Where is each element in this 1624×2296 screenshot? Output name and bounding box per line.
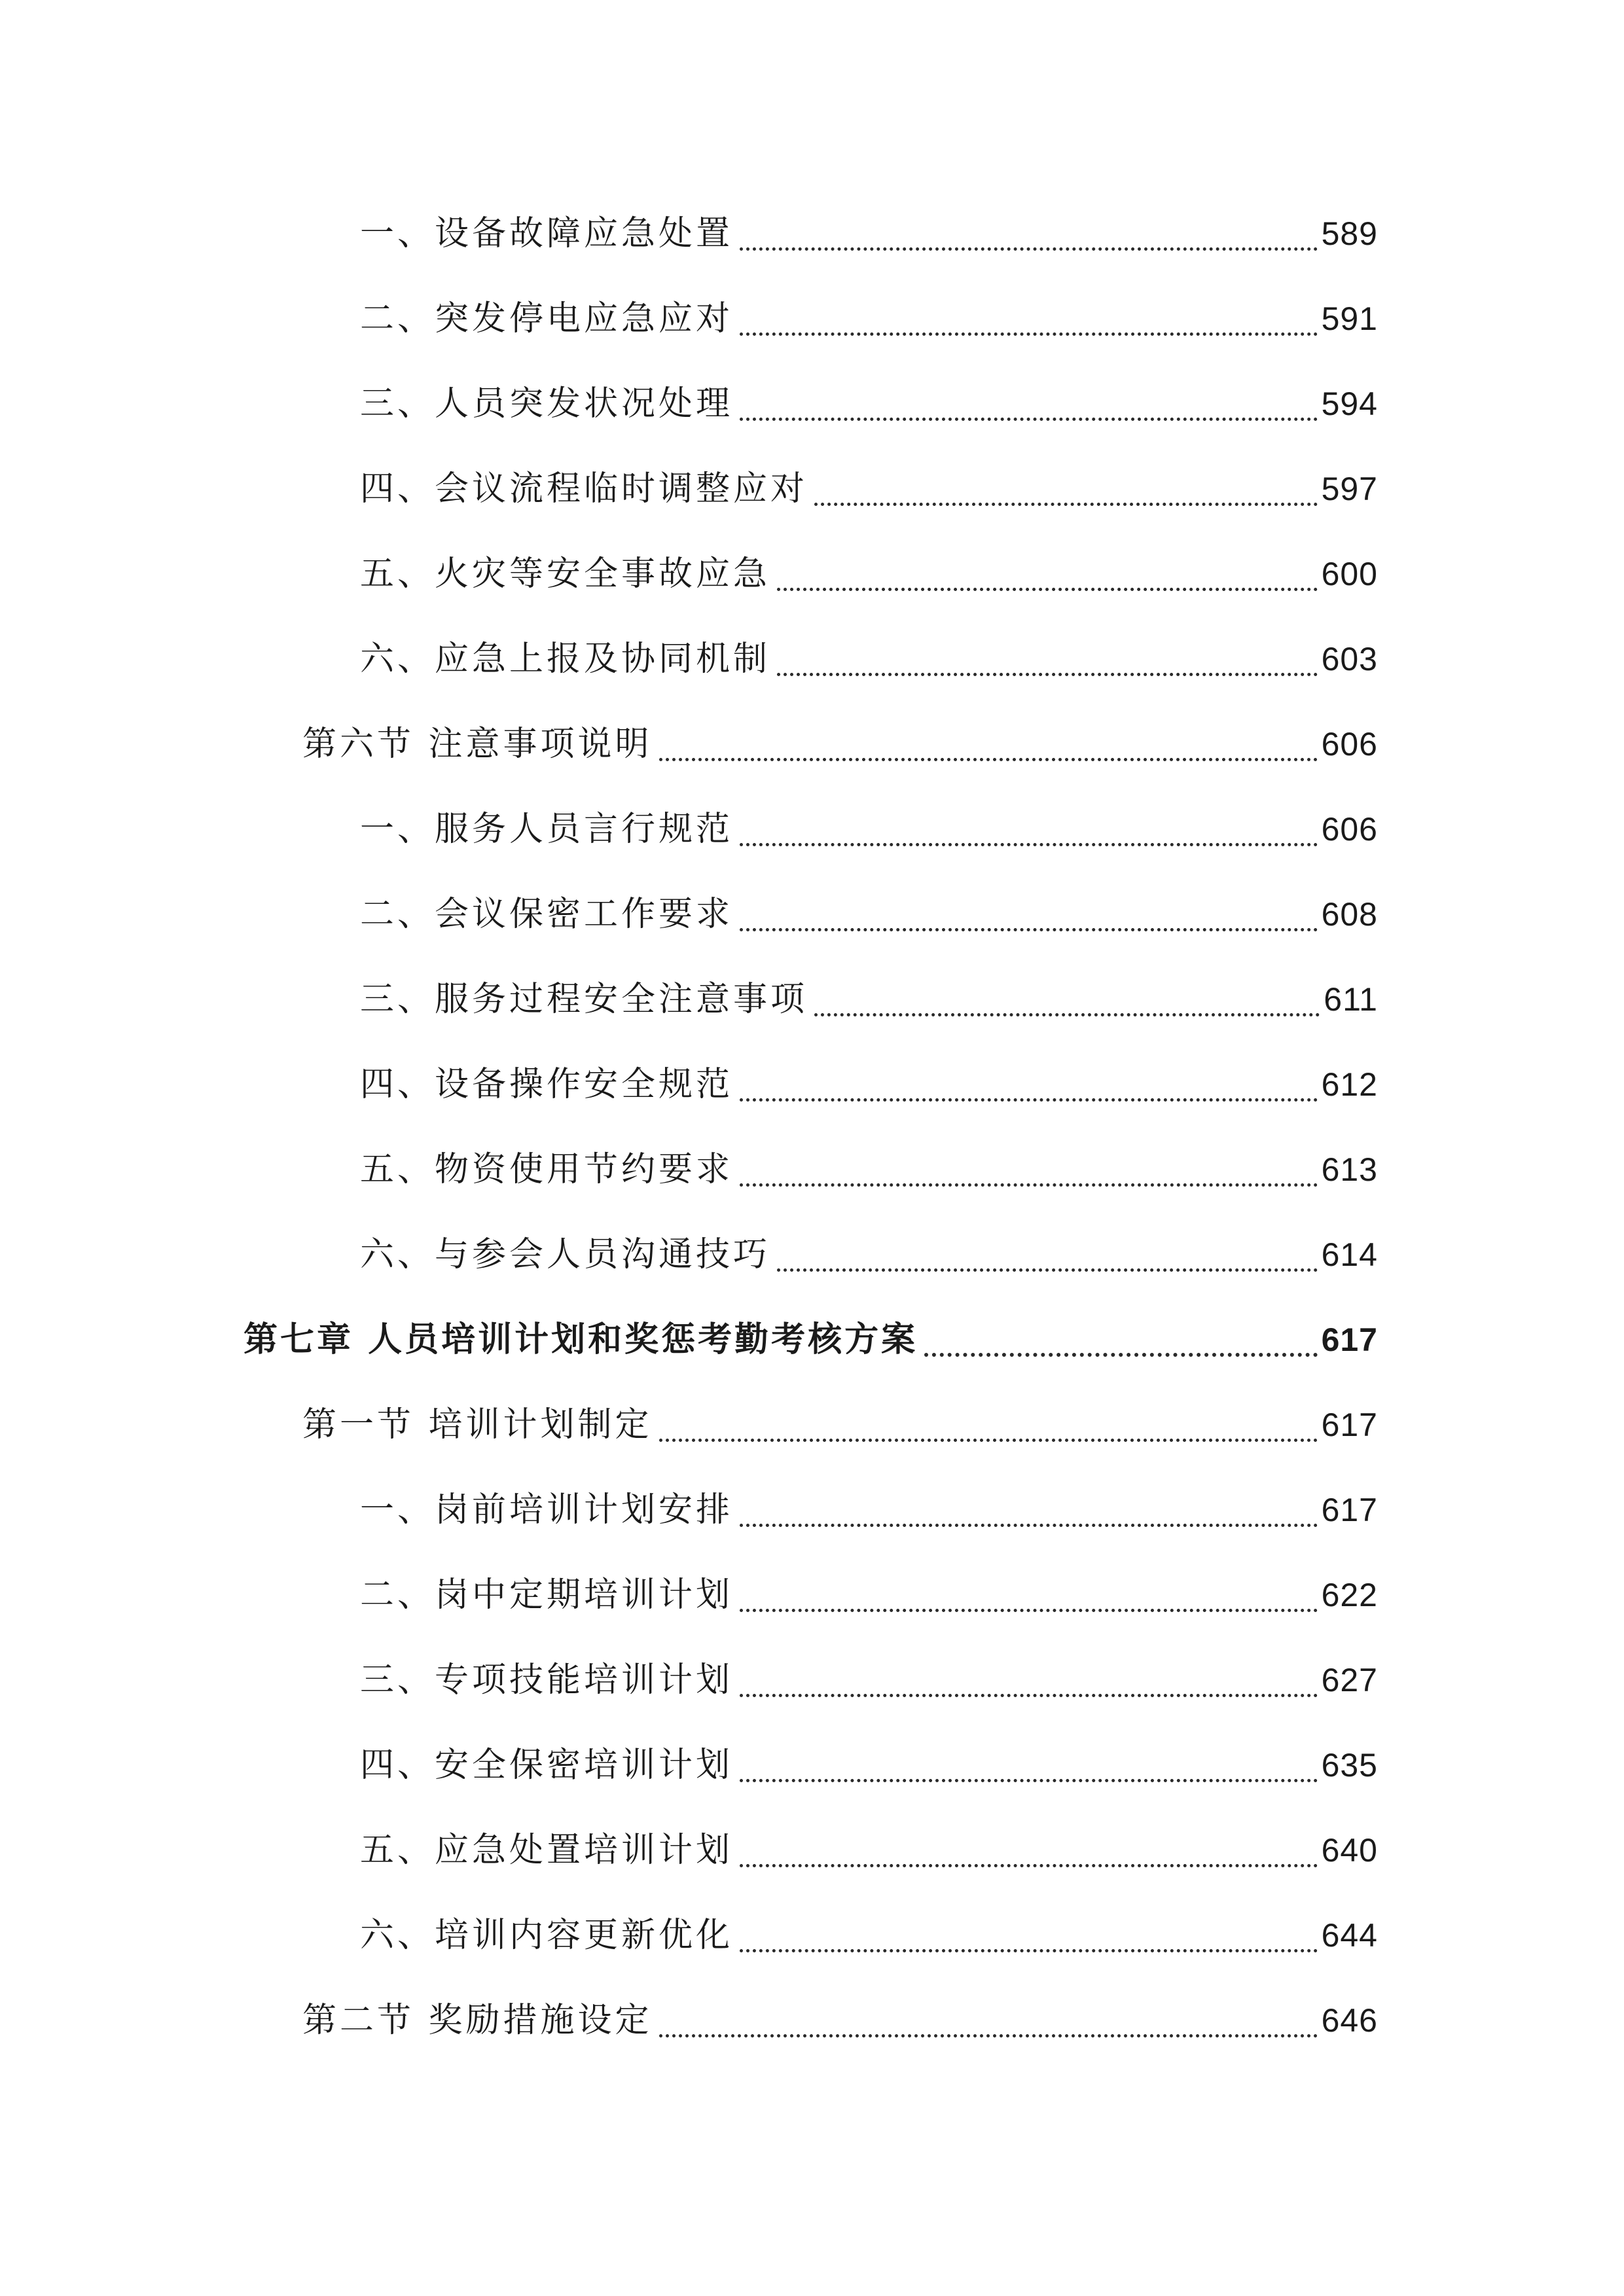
dot-leader: [777, 639, 1318, 676]
toc-entry-title: 二、突发停电应急应对: [360, 299, 734, 338]
toc-entry-title: 第七章 人员培训计划和奖惩考勤考核方案: [244, 1319, 918, 1359]
toc-entry-item[interactable]: [360, 1824, 1378, 1876]
toc-page-number: 603: [1321, 641, 1378, 677]
toc-page-number: 591: [1321, 300, 1378, 337]
toc-entry-title: 二、会议保密工作要求: [360, 895, 734, 934]
toc-page-number: 611: [1324, 981, 1378, 1018]
toc-entry-item[interactable]: [360, 463, 1378, 515]
toc-page-number: 646: [1321, 2002, 1378, 2039]
dot-leader: [814, 469, 1318, 506]
toc-page-number: 622: [1321, 1577, 1378, 1613]
toc-page-number: 613: [1321, 1151, 1378, 1188]
toc-entry-section[interactable]: [302, 1399, 1378, 1451]
dot-leader: [740, 894, 1318, 931]
dot-leader: [740, 1490, 1318, 1527]
toc-page-number: 627: [1321, 1662, 1378, 1698]
toc-page-number: 644: [1321, 1917, 1378, 1954]
toc-entry-item[interactable]: [360, 1143, 1378, 1196]
toc-entry-item[interactable]: [360, 1739, 1378, 1791]
toc-entry-title: 六、培训内容更新优化: [360, 1916, 734, 1955]
dot-leader: [740, 1830, 1318, 1867]
toc-entry-item[interactable]: [360, 1654, 1378, 1706]
toc-page-number: 597: [1321, 471, 1378, 507]
toc-page-number: 612: [1321, 1066, 1378, 1103]
toc-entry-item[interactable]: [360, 1229, 1378, 1281]
toc-entry-item[interactable]: [360, 293, 1378, 345]
toc-entry-item[interactable]: [360, 548, 1378, 600]
toc-entry-title: 四、安全保密培训计划: [360, 1746, 734, 1785]
toc-entry-item[interactable]: [360, 207, 1378, 260]
toc-entry-section[interactable]: [302, 1994, 1378, 2047]
toc-entry-title: 一、岗前培训计划安排: [360, 1490, 734, 1530]
toc-page-number: 600: [1321, 556, 1378, 592]
toc-entry-title: 第二节 奖励措施设定: [302, 2001, 653, 2040]
toc-entry-title: 二、岗中定期培训计划: [360, 1575, 734, 1615]
toc-page-number: 617: [1321, 1407, 1378, 1443]
toc-page-number: 617: [1321, 1321, 1378, 1358]
toc-entry-title: 一、设备故障应急处置: [360, 214, 734, 253]
toc-page-number: 594: [1321, 386, 1378, 422]
dot-leader: [740, 1915, 1318, 1952]
dot-leader: [740, 1745, 1318, 1782]
toc-entry-item[interactable]: [360, 1569, 1378, 1621]
toc-entry-item[interactable]: [360, 633, 1378, 685]
dot-leader: [814, 979, 1320, 1016]
toc-entry-item[interactable]: [360, 1909, 1378, 1962]
dot-leader: [740, 809, 1318, 846]
toc-page-number: 606: [1321, 726, 1378, 762]
toc-page-number: 608: [1321, 896, 1378, 933]
toc-entry-title: 一、服务人员言行规范: [360, 810, 734, 849]
toc-entry-title: 第一节 培训计划制定: [302, 1405, 653, 1444]
toc-entry-title: 四、会议流程临时调整应对: [360, 469, 808, 509]
dot-leader: [659, 2000, 1318, 2037]
toc-entry-title: 五、火灾等安全事故应急: [360, 554, 771, 594]
toc-entry-item[interactable]: [360, 378, 1378, 430]
toc-entry-item[interactable]: [360, 1484, 1378, 1536]
toc-entry-title: 六、应急上报及协同机制: [360, 639, 771, 679]
toc-page-number: 589: [1321, 215, 1378, 252]
dot-leader: [777, 1234, 1318, 1272]
dot-leader: [924, 1319, 1317, 1357]
toc-entry-title: 六、与参会人员沟通技巧: [360, 1235, 771, 1274]
toc-entry-title: 三、专项技能培训计划: [360, 1660, 734, 1700]
toc-entry-title: 五、物资使用节约要求: [360, 1150, 734, 1189]
dot-leader: [740, 213, 1318, 251]
toc-page-number: 617: [1321, 1492, 1378, 1528]
dot-leader: [740, 1575, 1318, 1612]
toc-entry-item[interactable]: [360, 803, 1378, 855]
toc-page-number: 635: [1321, 1747, 1378, 1784]
toc-entry-chapter[interactable]: [244, 1314, 1378, 1366]
toc-page-number: 606: [1321, 811, 1378, 848]
toc-entry-title: 四、设备操作安全规范: [360, 1065, 734, 1104]
toc-entry-title: 第六节 注意事项说明: [302, 725, 653, 764]
toc-entry-title: 三、服务过程安全注意事项: [360, 980, 808, 1019]
toc-entry-item[interactable]: [360, 888, 1378, 941]
dot-leader: [740, 384, 1318, 421]
dot-leader: [740, 1660, 1318, 1697]
toc-entry-section[interactable]: [302, 718, 1378, 770]
dot-leader: [740, 298, 1318, 336]
toc-entry-title: 五、应急处置培训计划: [360, 1831, 734, 1870]
dot-leader: [740, 1064, 1318, 1102]
toc-entry-item[interactable]: [360, 973, 1378, 1026]
dot-leader: [659, 1405, 1318, 1442]
toc-page-number: 614: [1321, 1236, 1378, 1273]
dot-leader: [659, 724, 1318, 761]
toc-page-number: 640: [1321, 1832, 1378, 1869]
dot-leader: [740, 1149, 1318, 1187]
toc-entry-item[interactable]: [360, 1058, 1378, 1111]
toc-entry-title: 三、人员突发状况处理: [360, 384, 734, 423]
dot-leader: [777, 554, 1318, 591]
